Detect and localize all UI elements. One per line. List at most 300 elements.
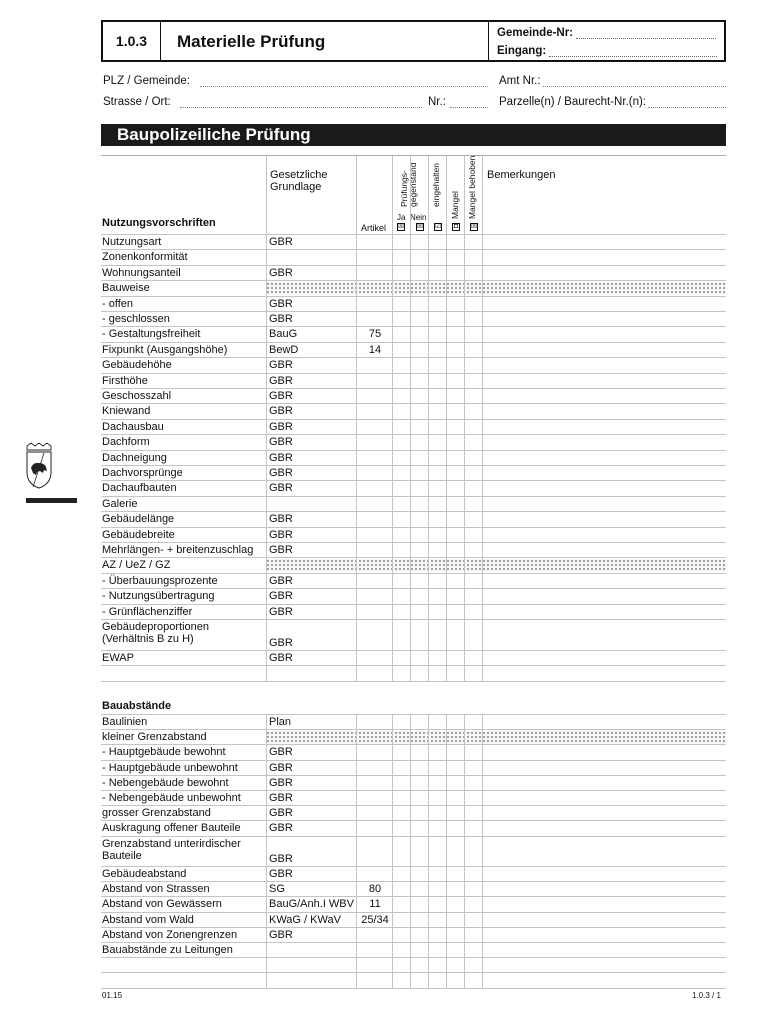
check-cell[interactable]: [410, 465, 428, 480]
check-cell[interactable]: [464, 896, 482, 911]
check-cell[interactable]: [392, 957, 410, 972]
check-cell[interactable]: [410, 650, 428, 665]
check-cell[interactable]: [446, 805, 464, 820]
check-cell[interactable]: [392, 896, 410, 911]
check-cell[interactable]: [410, 249, 428, 264]
row-label: Bauabstände zu Leitungen: [102, 944, 233, 956]
check-cell[interactable]: [464, 388, 482, 403]
strasse-ort-label: Strasse / Ort:: [103, 96, 171, 108]
eingang-row[interactable]: [497, 45, 717, 57]
check-cell[interactable]: [446, 896, 464, 911]
remarks-cell[interactable]: [482, 234, 726, 249]
row-label: Abstand vom Wald: [102, 913, 194, 926]
check-cell[interactable]: [446, 790, 464, 805]
check-cell[interactable]: [464, 496, 482, 511]
check-cell[interactable]: [428, 896, 446, 911]
check-cell[interactable]: [410, 805, 428, 820]
check-cell[interactable]: [446, 912, 464, 927]
remarks-cell[interactable]: [482, 280, 726, 295]
check-cell[interactable]: [446, 311, 464, 326]
check-cell[interactable]: [428, 775, 446, 790]
check-cell[interactable]: [446, 729, 464, 744]
row-law: GBR: [269, 405, 293, 418]
check-cell[interactable]: [392, 604, 410, 619]
check-cell[interactable]: [410, 760, 428, 775]
check-cell[interactable]: [446, 527, 464, 542]
check-cell[interactable]: [428, 820, 446, 835]
check-cell[interactable]: [392, 790, 410, 805]
row-law: GBR: [269, 746, 293, 759]
check-cell[interactable]: [410, 326, 428, 341]
remarks-cell[interactable]: [482, 972, 726, 987]
check-cell[interactable]: [446, 465, 464, 480]
check-cell[interactable]: [392, 557, 410, 572]
check-cell[interactable]: [446, 249, 464, 264]
check-cell[interactable]: [446, 714, 464, 729]
remarks-cell[interactable]: [482, 434, 726, 449]
check-cell[interactable]: [428, 760, 446, 775]
check-cell[interactable]: [446, 280, 464, 295]
check-cell[interactable]: [464, 588, 482, 603]
check-cell[interactable]: [464, 342, 482, 357]
row-label: - Nebengebäude unbewohnt: [102, 792, 241, 804]
check-cell[interactable]: [428, 881, 446, 896]
check-cell[interactable]: [446, 820, 464, 835]
row-law: SG: [269, 883, 285, 896]
check-cell[interactable]: [428, 588, 446, 603]
row-law: GBR: [269, 313, 293, 325]
check-cell[interactable]: [410, 311, 428, 326]
check-cell[interactable]: [464, 604, 482, 619]
check-cell[interactable]: [428, 403, 446, 418]
check-cell[interactable]: [392, 403, 410, 418]
check-cell[interactable]: [410, 775, 428, 790]
check-cell[interactable]: [428, 311, 446, 326]
check-cell[interactable]: [410, 665, 428, 680]
remarks-cell[interactable]: [482, 419, 726, 434]
check-cell[interactable]: [392, 419, 410, 434]
check-cell[interactable]: [464, 775, 482, 790]
check-cell[interactable]: [464, 511, 482, 526]
check-cell[interactable]: [464, 760, 482, 775]
check-cell[interactable]: [428, 604, 446, 619]
check-cell[interactable]: [464, 357, 482, 372]
check-cell[interactable]: [428, 357, 446, 372]
row-label: Wohnungsanteil: [102, 266, 181, 279]
check-cell[interactable]: [392, 357, 410, 372]
check-cell[interactable]: [410, 450, 428, 465]
check-cell[interactable]: [446, 619, 464, 650]
check-cell[interactable]: [428, 465, 446, 480]
check-cell[interactable]: [464, 373, 482, 388]
remarks-cell[interactable]: [482, 249, 726, 264]
check-cell[interactable]: [410, 744, 428, 759]
remarks-cell[interactable]: [482, 388, 726, 403]
check-cell[interactable]: [464, 619, 482, 650]
check-cell[interactable]: [446, 573, 464, 588]
check-cell[interactable]: [410, 790, 428, 805]
check-cell[interactable]: [428, 650, 446, 665]
check-cell[interactable]: [446, 927, 464, 942]
remarks-cell[interactable]: [482, 957, 726, 972]
check-cell[interactable]: [392, 296, 410, 311]
eingang-field[interactable]: [549, 56, 717, 57]
check-cell[interactable]: [464, 790, 482, 805]
check-cell[interactable]: [410, 896, 428, 911]
check-cell[interactable]: [428, 450, 446, 465]
check-cell[interactable]: [464, 665, 482, 680]
remarks-cell[interactable]: [482, 896, 726, 911]
check-cell[interactable]: [392, 820, 410, 835]
check-cell[interactable]: [410, 604, 428, 619]
check-cell[interactable]: [464, 881, 482, 896]
check-cell[interactable]: [410, 866, 428, 881]
remarks-cell[interactable]: [482, 744, 726, 759]
check-cell[interactable]: [392, 588, 410, 603]
check-cell[interactable]: [464, 912, 482, 927]
remarks-cell[interactable]: [482, 326, 726, 341]
check-cell[interactable]: [464, 450, 482, 465]
check-cell[interactable]: [428, 326, 446, 341]
check-cell[interactable]: [392, 342, 410, 357]
check-cell[interactable]: [410, 714, 428, 729]
row-law: BauG: [269, 328, 298, 341]
remarks-cell[interactable]: [482, 357, 726, 372]
check-cell[interactable]: [428, 744, 446, 759]
remarks-cell[interactable]: [482, 265, 726, 280]
remarks-cell[interactable]: [482, 542, 726, 557]
check-cell[interactable]: [410, 357, 428, 372]
check-cell[interactable]: [428, 296, 446, 311]
remarks-cell[interactable]: [482, 557, 726, 572]
check-cell[interactable]: [464, 527, 482, 542]
check-cell[interactable]: [464, 866, 482, 881]
gemeinde-nr-row[interactable]: [497, 27, 716, 39]
remarks-cell[interactable]: [482, 465, 726, 480]
check-cell[interactable]: [410, 403, 428, 418]
check-cell[interactable]: [428, 729, 446, 744]
parzelle-field[interactable]: [648, 107, 726, 108]
remarks-cell[interactable]: [482, 511, 726, 526]
remarks-cell[interactable]: [482, 729, 726, 744]
check-cell[interactable]: [392, 450, 410, 465]
check-cell[interactable]: [410, 588, 428, 603]
remarks-cell[interactable]: [482, 665, 726, 680]
check-cell[interactable]: [446, 957, 464, 972]
check-cell[interactable]: [428, 496, 446, 511]
check-cell[interactable]: [446, 388, 464, 403]
check-cell[interactable]: [410, 265, 428, 280]
check-cell[interactable]: [446, 373, 464, 388]
check-cell[interactable]: [464, 465, 482, 480]
check-cell[interactable]: [392, 434, 410, 449]
check-cell[interactable]: [410, 419, 428, 434]
bern-coat-of-arms-icon: [24, 442, 54, 490]
check-cell[interactable]: [392, 619, 410, 650]
remarks-cell[interactable]: [482, 450, 726, 465]
check-cell[interactable]: [428, 234, 446, 249]
check-cell[interactable]: [446, 942, 464, 957]
check-cell[interactable]: [392, 665, 410, 680]
check-cell[interactable]: [410, 729, 428, 744]
check-cell[interactable]: [392, 326, 410, 341]
check-cell[interactable]: [410, 373, 428, 388]
check-cell[interactable]: [428, 249, 446, 264]
remarks-cell[interactable]: [482, 881, 726, 896]
check-cell[interactable]: [428, 927, 446, 942]
check-cell[interactable]: [464, 942, 482, 957]
check-cell[interactable]: [464, 419, 482, 434]
remarks-cell[interactable]: [482, 912, 726, 927]
remarks-cell[interactable]: [482, 836, 726, 866]
nr-field[interactable]: [450, 107, 488, 108]
check-cell[interactable]: [428, 912, 446, 927]
check-cell[interactable]: [410, 296, 428, 311]
check-cell[interactable]: [446, 557, 464, 572]
check-cell[interactable]: [428, 388, 446, 403]
check-cell[interactable]: [446, 744, 464, 759]
check-cell[interactable]: [428, 942, 446, 957]
check-cell[interactable]: [464, 280, 482, 295]
remarks-cell[interactable]: [482, 573, 726, 588]
check-cell[interactable]: [392, 388, 410, 403]
strasse-ort-field[interactable]: [180, 107, 422, 108]
check-cell[interactable]: [446, 866, 464, 881]
remarks-cell[interactable]: [482, 927, 726, 942]
remarks-cell[interactable]: [482, 311, 726, 326]
check-cell[interactable]: [392, 480, 410, 495]
check-cell[interactable]: [392, 650, 410, 665]
check-cell[interactable]: [410, 972, 428, 987]
check-cell[interactable]: [464, 836, 482, 866]
check-cell[interactable]: [392, 527, 410, 542]
check-cell[interactable]: [392, 511, 410, 526]
check-cell[interactable]: [446, 357, 464, 372]
row-law: GBR: [269, 236, 293, 248]
check-cell[interactable]: [428, 866, 446, 881]
check-cell[interactable]: [464, 265, 482, 280]
check-cell[interactable]: [428, 573, 446, 588]
check-cell[interactable]: [464, 557, 482, 572]
check-cell[interactable]: [464, 714, 482, 729]
check-cell[interactable]: [410, 434, 428, 449]
check-cell[interactable]: [464, 805, 482, 820]
check-cell[interactable]: [410, 619, 428, 650]
remarks-cell[interactable]: [482, 604, 726, 619]
check-cell[interactable]: [464, 403, 482, 418]
check-cell[interactable]: [464, 820, 482, 835]
check-cell[interactable]: [428, 265, 446, 280]
remarks-cell[interactable]: [482, 790, 726, 805]
remarks-cell[interactable]: [482, 714, 726, 729]
check-cell[interactable]: [428, 714, 446, 729]
check-cell[interactable]: [446, 342, 464, 357]
check-cell[interactable]: [464, 249, 482, 264]
remarks-cell[interactable]: [482, 805, 726, 820]
remarks-cell[interactable]: [482, 820, 726, 835]
check-cell[interactable]: [428, 665, 446, 680]
check-cell[interactable]: [428, 790, 446, 805]
check-cell[interactable]: [392, 249, 410, 264]
check-cell[interactable]: [446, 480, 464, 495]
row-label: Gebäudeabstand: [102, 868, 187, 880]
check-cell[interactable]: [428, 419, 446, 434]
check-cell[interactable]: [410, 957, 428, 972]
check-cell[interactable]: [392, 972, 410, 987]
remarks-cell[interactable]: [482, 296, 726, 311]
remarks-cell[interactable]: [482, 619, 726, 650]
check-cell[interactable]: [410, 942, 428, 957]
row-label: Zonenkonformität: [102, 251, 188, 264]
check-cell[interactable]: [392, 942, 410, 957]
check-cell[interactable]: [446, 650, 464, 665]
column-rule: [482, 234, 483, 681]
check-cell[interactable]: [446, 775, 464, 790]
remarks-cell[interactable]: [482, 760, 726, 775]
check-cell[interactable]: [392, 729, 410, 744]
check-cell[interactable]: [392, 805, 410, 820]
check-cell[interactable]: [446, 760, 464, 775]
check-cell[interactable]: [392, 496, 410, 511]
check-cell[interactable]: [428, 557, 446, 572]
row-label: - Überbauungsprozente: [102, 574, 218, 587]
check-cell[interactable]: [410, 542, 428, 557]
check-cell[interactable]: [410, 573, 428, 588]
check-cell[interactable]: [464, 542, 482, 557]
check-cell[interactable]: [392, 573, 410, 588]
check-cell[interactable]: [392, 542, 410, 557]
check-cell[interactable]: [392, 373, 410, 388]
check-cell[interactable]: [392, 775, 410, 790]
remarks-cell[interactable]: [482, 342, 726, 357]
remarks-cell[interactable]: [482, 775, 726, 790]
check-cell[interactable]: [446, 604, 464, 619]
check-cell[interactable]: [410, 557, 428, 572]
row-label: Gebäudehöhe: [102, 359, 172, 372]
check-cell[interactable]: [410, 234, 428, 249]
check-cell[interactable]: [410, 912, 428, 927]
check-cell[interactable]: [428, 542, 446, 557]
check-cell[interactable]: [464, 744, 482, 759]
check-cell[interactable]: [392, 265, 410, 280]
remarks-cell[interactable]: [482, 527, 726, 542]
row-law: GBR: [269, 853, 293, 865]
check-cell[interactable]: [446, 403, 464, 418]
check-cell[interactable]: [446, 511, 464, 526]
check-cell[interactable]: [446, 665, 464, 680]
check-cell[interactable]: [446, 419, 464, 434]
check-cell[interactable]: [446, 296, 464, 311]
remarks-cell[interactable]: [482, 373, 726, 388]
check-cell[interactable]: [392, 311, 410, 326]
check-cell[interactable]: [410, 820, 428, 835]
check-cell[interactable]: [392, 836, 410, 866]
check-cell[interactable]: [428, 957, 446, 972]
check-cell[interactable]: [464, 650, 482, 665]
check-cell[interactable]: [410, 480, 428, 495]
check-cell[interactable]: [410, 388, 428, 403]
check-cell[interactable]: [464, 311, 482, 326]
check-cell[interactable]: [428, 373, 446, 388]
remarks-cell[interactable]: [482, 480, 726, 495]
check-cell[interactable]: [446, 542, 464, 557]
check-cell[interactable]: [392, 714, 410, 729]
amt-nr-field[interactable]: [543, 86, 726, 87]
check-cell[interactable]: [392, 280, 410, 295]
check-cell[interactable]: [464, 729, 482, 744]
check-cell[interactable]: [428, 511, 446, 526]
check-cell[interactable]: [428, 480, 446, 495]
remarks-cell[interactable]: [482, 588, 726, 603]
legend-eingehalten-checkbox: ☑: [435, 223, 442, 230]
check-cell[interactable]: [428, 972, 446, 987]
check-cell[interactable]: [446, 972, 464, 987]
check-cell[interactable]: [410, 836, 428, 866]
check-cell[interactable]: [410, 511, 428, 526]
check-cell[interactable]: [392, 465, 410, 480]
check-cell[interactable]: [446, 326, 464, 341]
check-cell[interactable]: [464, 234, 482, 249]
check-cell[interactable]: [428, 527, 446, 542]
check-cell[interactable]: [446, 496, 464, 511]
check-cell[interactable]: [410, 342, 428, 357]
check-cell[interactable]: [410, 280, 428, 295]
check-cell[interactable]: [428, 342, 446, 357]
check-cell[interactable]: [464, 927, 482, 942]
remarks-cell[interactable]: [482, 650, 726, 665]
gemeinde-nr-field[interactable]: [576, 38, 716, 39]
check-cell[interactable]: [446, 450, 464, 465]
check-cell[interactable]: [428, 805, 446, 820]
check-cell[interactable]: [392, 744, 410, 759]
check-cell[interactable]: [428, 434, 446, 449]
check-cell[interactable]: [392, 881, 410, 896]
check-cell[interactable]: [446, 881, 464, 896]
check-cell[interactable]: [392, 234, 410, 249]
check-cell[interactable]: [464, 296, 482, 311]
row-label: Grenzabstand unterirdischer Bauteile: [102, 837, 241, 862]
check-cell[interactable]: [464, 972, 482, 987]
check-cell[interactable]: [464, 957, 482, 972]
remarks-cell[interactable]: [482, 866, 726, 881]
check-cell[interactable]: [428, 619, 446, 650]
check-cell[interactable]: [410, 927, 428, 942]
remarks-cell[interactable]: [482, 403, 726, 418]
check-cell[interactable]: [446, 434, 464, 449]
check-cell[interactable]: [446, 265, 464, 280]
check-cell[interactable]: [428, 836, 446, 866]
check-cell[interactable]: [464, 434, 482, 449]
row-law: GBR: [269, 297, 293, 310]
check-cell[interactable]: [410, 881, 428, 896]
check-cell[interactable]: [410, 527, 428, 542]
check-cell[interactable]: [392, 760, 410, 775]
remarks-cell[interactable]: [482, 942, 726, 957]
check-cell[interactable]: [446, 836, 464, 866]
check-cell[interactable]: [392, 912, 410, 927]
remarks-cell[interactable]: [482, 496, 726, 511]
plz-gemeinde-field[interactable]: [200, 86, 488, 87]
check-cell[interactable]: [446, 234, 464, 249]
check-cell[interactable]: [464, 326, 482, 341]
check-cell[interactable]: [392, 927, 410, 942]
check-cell[interactable]: [464, 573, 482, 588]
check-cell[interactable]: [392, 866, 410, 881]
check-cell[interactable]: [428, 280, 446, 295]
check-cell[interactable]: [464, 480, 482, 495]
check-cell[interactable]: [446, 588, 464, 603]
check-cell[interactable]: [410, 496, 428, 511]
